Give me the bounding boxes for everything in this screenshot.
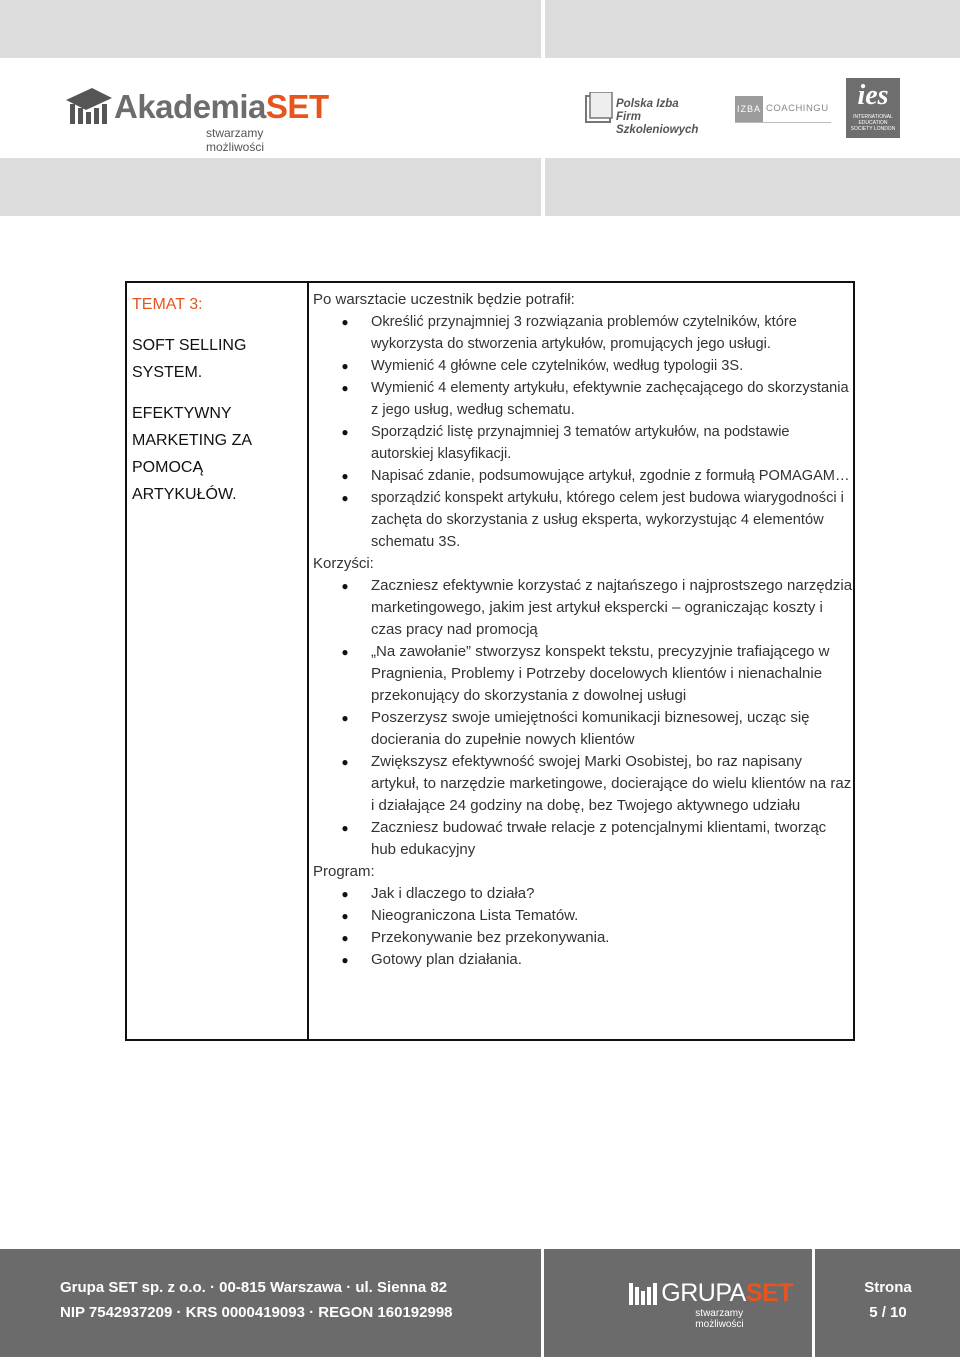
list-item (313, 883, 853, 905)
akademia-brand (114, 88, 329, 126)
program-heading: Program: (313, 863, 375, 880)
column-divider (307, 283, 309, 1039)
program-text: Gotowy plan działania. (371, 951, 522, 968)
grupa-main: GRUPA (661, 1279, 746, 1307)
bullet-icon: ● (341, 381, 349, 395)
page-label: Strona (864, 1279, 912, 1296)
skill-text: Określić przynajmniej 3 rozwiązania problemów czytelników, które wykorzysta do stworzenia artykułów, promujących jego usługi. (371, 314, 797, 352)
list-item (313, 641, 853, 707)
skill-text: Wymienić 4 główne cele czytelników, według typologii 3S. (371, 358, 744, 374)
list-item (313, 355, 853, 377)
program-list (313, 883, 853, 971)
benefit-text: „Na zawołanie” stworzysz konspekt tekstu, precyzyjnie trafiającego w Pragnienia, Problemy i Potrzeby docelowych klientów i nienachalnie przekonujący do skorzystania z dowolnej usługi (371, 643, 830, 704)
description-column (313, 289, 853, 971)
bullet-icon: ● (341, 931, 349, 945)
topic-number: TEMAT 3: (132, 296, 203, 313)
list-item (313, 751, 853, 817)
bullet-icon: ● (341, 579, 349, 593)
benefit-text: Zaczniesz budować trwałe relacje z potencjalnymi klientami, tworząc hub edukacyjny (371, 819, 827, 858)
skill-text: Napisać zdanie, podsumowujące artykuł, zgodnie z formułą POMAGAM… (371, 468, 850, 484)
list-item (313, 575, 853, 641)
program-text: Nieograniczona Lista Tematów. (371, 907, 579, 924)
bullet-icon: ● (341, 953, 349, 967)
izba-part2: COACHINGU (766, 103, 829, 114)
grupa-set-logo (629, 1277, 793, 1330)
grupa-tagline: stwarzamy możliwości (695, 1308, 744, 1330)
list-item (313, 311, 853, 355)
topic-subtitle: EFEKTYWNY MARKETING ZA POMOCĄ ARTYKUŁÓW. (132, 405, 252, 503)
bullet-icon: ● (341, 755, 349, 769)
list-item (313, 817, 853, 861)
akademia-set-logo (64, 84, 329, 154)
bullet-icon: ● (341, 315, 349, 329)
benefits-list (313, 575, 853, 861)
izba-coachingu-logo (735, 96, 831, 123)
list-item (313, 377, 853, 421)
bullet-icon: ● (341, 887, 349, 901)
benefit-text: Zwiększysz efektywność swojej Marki Osobistej, bo raz napisany artykuł, to narzędzie marketingowe, docierające do wielu klientów na raz i działające 24 godziny na dobę, bez Twojego aktywnego udziału (371, 753, 852, 814)
skill-text: sporządzić konspekt artykułu, którego celem jest budowa wiarygodności i zachęta do skorzystania z usług eksperta, wykorzystując 4 elementów schematu 3S. (371, 490, 844, 550)
book-icon (584, 92, 614, 126)
benefits-heading: Korzyści: (313, 555, 374, 572)
skill-text: Sporządzić listę przynajmniej 3 tematów artykułów, na podstawie autorskiej klasyfikacji. (371, 424, 790, 462)
bullet-icon: ● (341, 469, 349, 483)
ies-big: ies (857, 80, 889, 111)
header-band-top (0, 0, 960, 58)
bars-icon (629, 1279, 657, 1307)
bullet-icon: ● (341, 645, 349, 659)
company-address: Grupa SET sp. z o.o. · 00-815 Warszawa · ul. Sienna 82 (60, 1279, 448, 1296)
bullet-icon: ● (341, 491, 349, 505)
ies-logo (846, 78, 900, 138)
izba-part1: IZBA (735, 96, 763, 122)
bullet-icon: ● (341, 425, 349, 439)
bullet-icon: ● (341, 359, 349, 373)
graduation-cap-icon (64, 86, 114, 130)
skill-text: Wymienić 4 elementy artykułu, efektywnie zachęcającego do skorzystania z jego usług, według schematu. (371, 380, 849, 418)
pifs-text (616, 98, 724, 137)
benefit-text: Poszerzysz swoje umiejętności komunikacji biznesowej, ucząc się docierania do zupełnie nowych klientów (371, 709, 810, 748)
content-table (125, 281, 855, 1041)
pifs-line2: Firm Szkoleniowych (616, 111, 699, 136)
ies-small: INTERNATIONAL EDUCATION SOCIETY LONDON (850, 114, 896, 132)
list-item (313, 707, 853, 751)
bullet-icon: ● (341, 711, 349, 725)
grupa-accent: SET (745, 1279, 793, 1307)
list-item (313, 487, 853, 553)
list-item (313, 421, 853, 465)
benefit-text: Zaczniesz efektywnie korzystać z najtańszego i najprostszego narzędzia marketingowego, jakim jest artykuł ekspercki – ograniczając koszty i czas pracy nad promocją (371, 577, 853, 638)
list-item (313, 949, 853, 971)
page-footer (0, 1249, 960, 1357)
brand-accent: SET (265, 88, 329, 125)
grupa-set-logo-area (544, 1249, 812, 1357)
akademia-tagline: stwarzamy możliwości (206, 126, 265, 154)
program-text: Przekonywanie bez przekonywania. (371, 929, 610, 946)
grupa-brand (661, 1279, 793, 1308)
brand-main: Akademia (114, 88, 266, 125)
list-item (313, 927, 853, 949)
pifs-logo (584, 92, 724, 136)
skills-list (313, 311, 853, 553)
company-info (0, 1249, 541, 1357)
bullet-icon: ● (341, 909, 349, 923)
company-registry: NIP 7542937209 · KRS 0000419093 · REGON 160192998 (60, 1304, 453, 1321)
pifs-line1: Polska Izba (616, 98, 679, 110)
skills-heading: Po warsztacie uczestnik będzie potrafił: (313, 291, 575, 308)
header-band-bottom (0, 158, 960, 216)
bullet-icon: ● (341, 821, 349, 835)
program-text: Jak i dlaczego to działa? (371, 885, 535, 902)
page-number: 5 / 10 (869, 1304, 907, 1321)
page-number-area (815, 1249, 960, 1357)
topic-column (132, 291, 302, 522)
topic-title: SOFT SELLING SYSTEM. (132, 337, 247, 381)
list-item (313, 465, 853, 487)
list-item (313, 905, 853, 927)
